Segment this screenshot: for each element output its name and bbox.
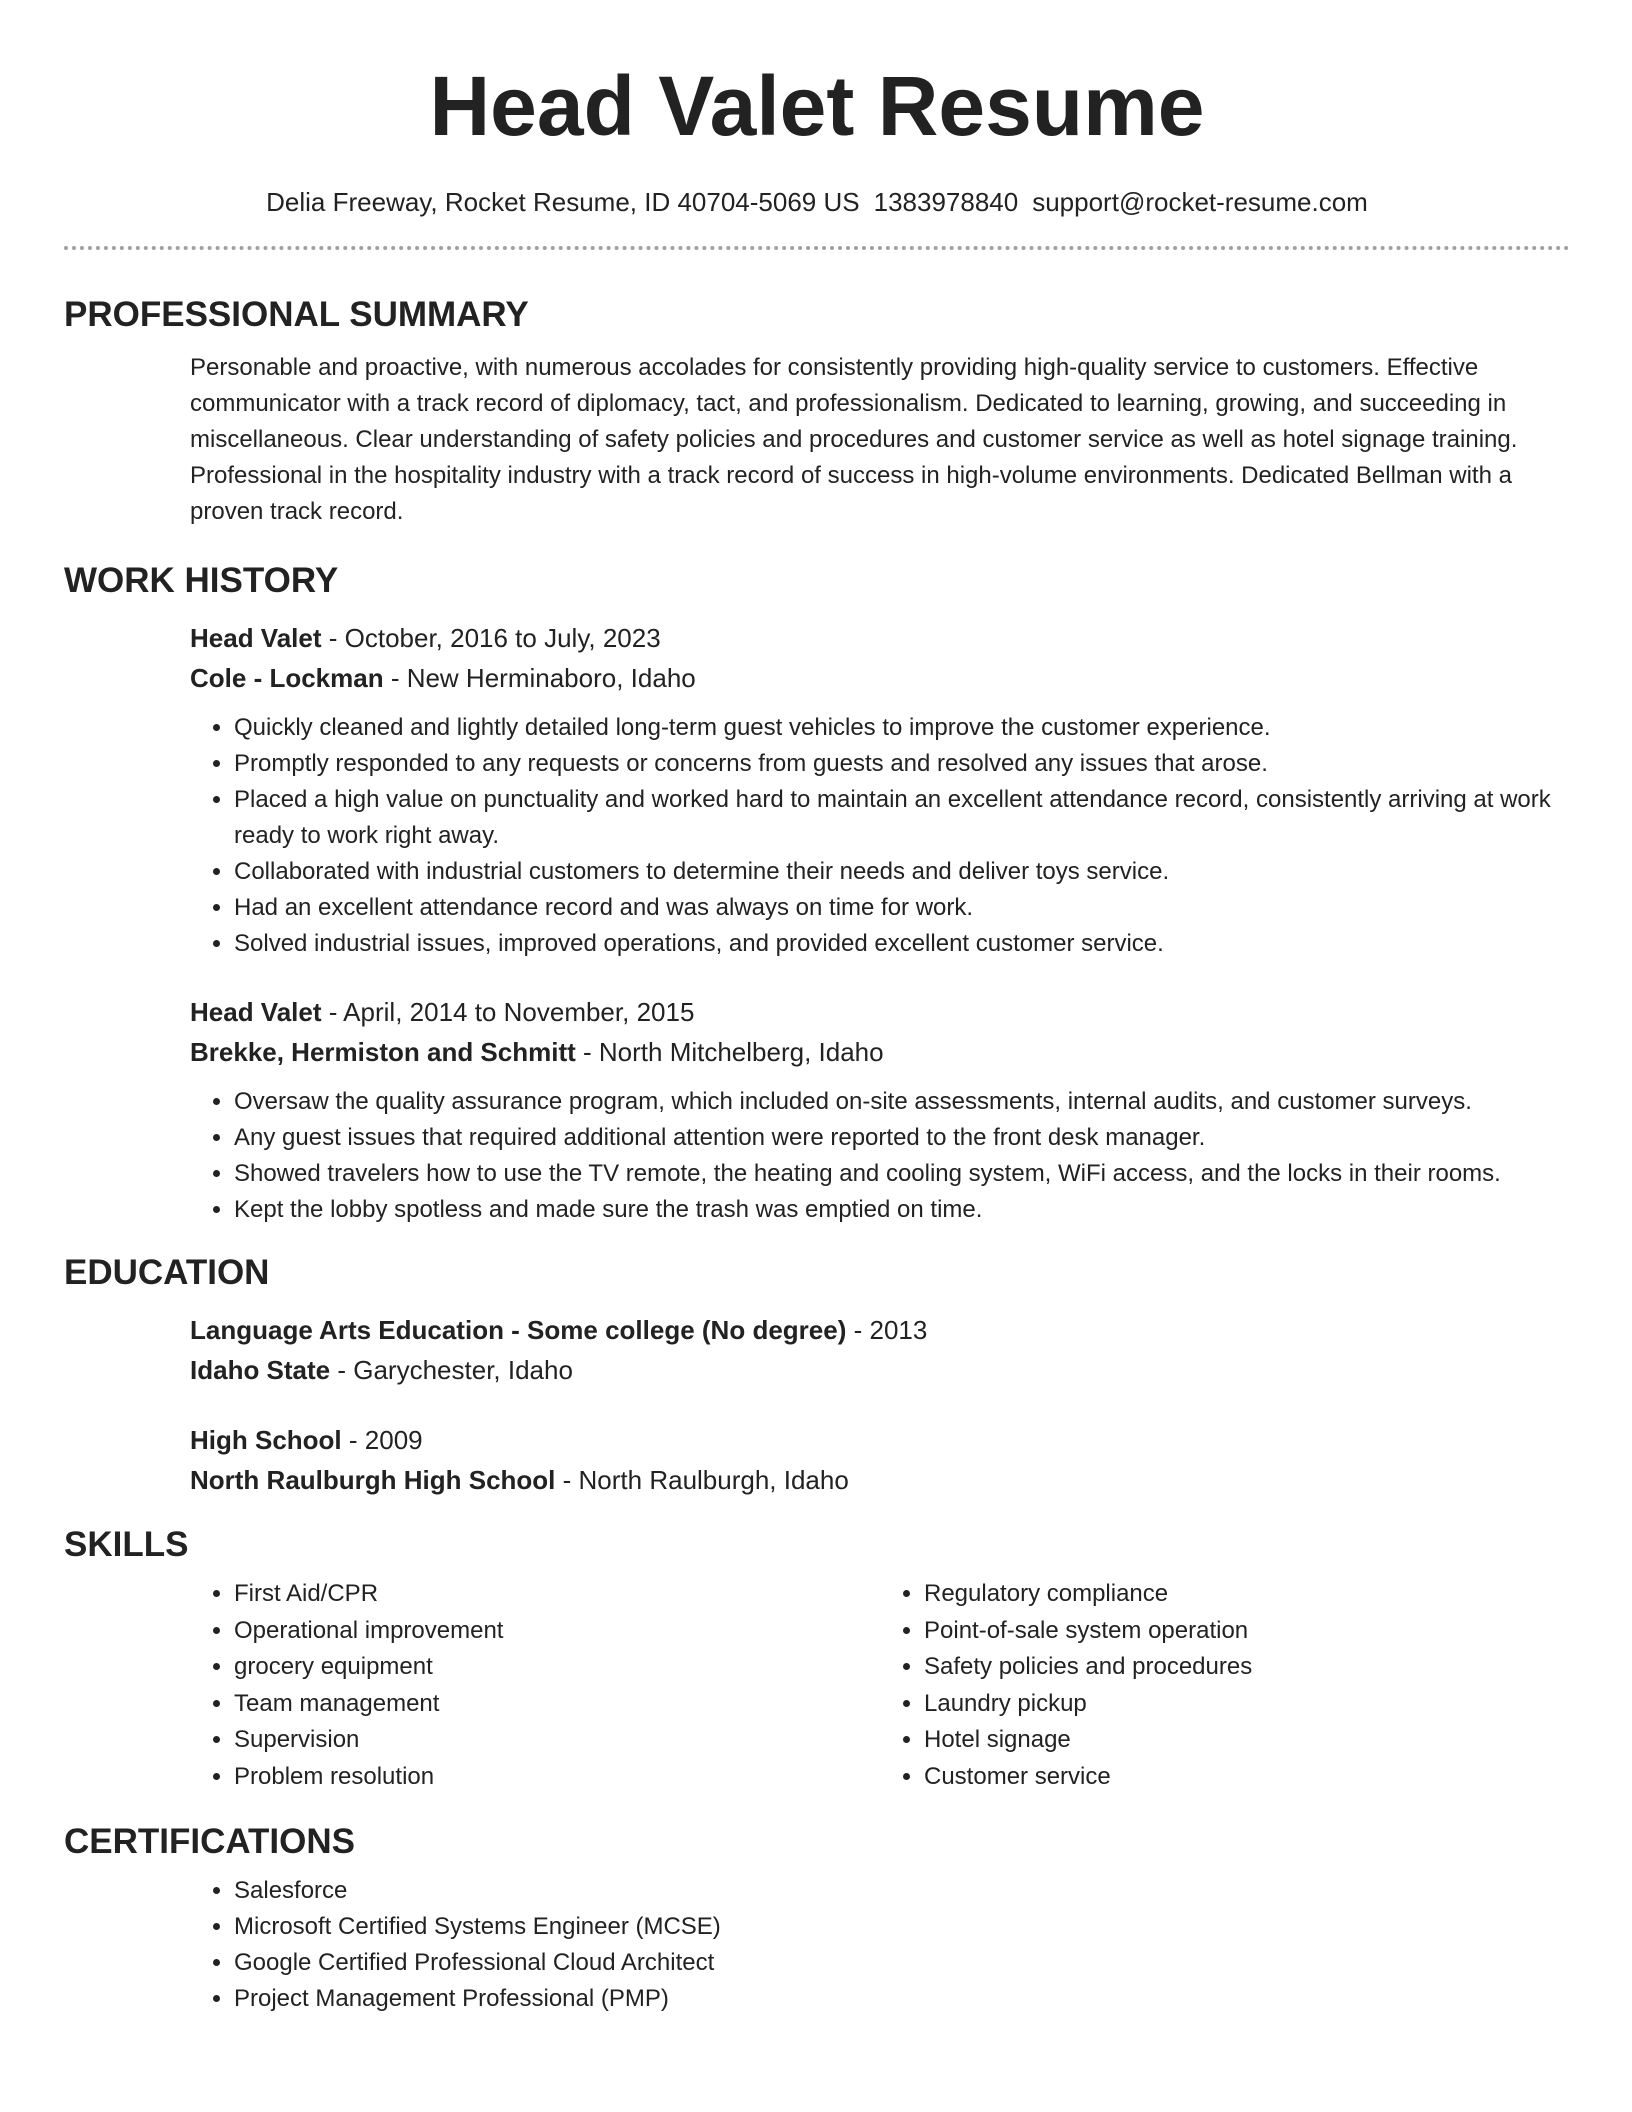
skills-heading: SKILLS bbox=[64, 1525, 189, 1564]
job-entry bbox=[190, 992, 1570, 1228]
certifications-list-wrap bbox=[190, 1873, 1570, 2017]
skill-item: • Regulatory compliance bbox=[924, 1576, 1570, 1613]
job-location: - New Herminaboro, Idaho bbox=[383, 663, 696, 693]
job-dates: - October, 2016 to July, 2023 bbox=[321, 623, 661, 653]
skill-item: • Problem resolution bbox=[234, 1759, 880, 1796]
skill-item: • Laundry pickup bbox=[924, 1686, 1570, 1723]
job-bullet: • Solved industrial issues, improved operations, and provided excellent customer service. bbox=[234, 926, 1570, 962]
skill-item: • grocery equipment bbox=[234, 1649, 880, 1686]
education-location: - Garychester, Idaho bbox=[330, 1355, 573, 1385]
summary-text: Personable and proactive, with numerous accolades for consistently providing high-quality service to customers. Effective communicator with a track record of diplomacy, tact, and professionalism. Dedicated to learning, growing, and succeeding in miscellaneous. Clear understanding of safety policies and procedures and customer service as well as hotel signage training. Professional in the hospitality industry with a track record of success in high-volume environments. Dedicated Bellman with a proven track record. bbox=[190, 354, 1518, 525]
job-bullet: • Collaborated with industrial customers to determine their needs and deliver toys service. bbox=[234, 854, 1570, 890]
job-bullet: • Showed travelers how to use the TV remote, the heating and cooling system, WiFi access, and the locks in their rooms. bbox=[234, 1156, 1570, 1192]
job-location: - North Mitchelberg, Idaho bbox=[575, 1037, 884, 1067]
education-year: - 2009 bbox=[341, 1425, 423, 1455]
skill-item: • Team management bbox=[234, 1686, 880, 1723]
skills-grid bbox=[190, 1568, 1570, 1795]
job-bullet: • Had an excellent attendance record and was always on time for work. bbox=[234, 890, 1570, 926]
contact-email: support@rocket-resume.com bbox=[1032, 187, 1368, 217]
contact-line bbox=[64, 184, 1570, 220]
job-bullet: • Kept the lobby spotless and made sure the trash was emptied on time. bbox=[234, 1192, 1570, 1228]
job-bullet: • Placed a high value on punctuality and worked hard to maintain an excellent attendance record, consistently arriving at work ready to work right away. bbox=[234, 782, 1570, 854]
education-degree: High School bbox=[190, 1425, 342, 1455]
skills-column-right bbox=[880, 1576, 1570, 1795]
job-title-line bbox=[190, 618, 1570, 658]
job-bullets bbox=[190, 710, 1570, 962]
education-school: North Raulburgh High School bbox=[190, 1465, 556, 1495]
job-company-line bbox=[190, 658, 1570, 698]
education-school-line bbox=[190, 1350, 1570, 1390]
job-bullet: • Any guest issues that required additional attention were reported to the front desk manager. bbox=[234, 1120, 1570, 1156]
job-entry bbox=[190, 618, 1570, 962]
certification-item: • Microsoft Certified Systems Engineer (MCSE) bbox=[234, 1909, 1570, 1945]
education-degree-line bbox=[190, 1420, 1570, 1460]
contact-phone: 1383978840 bbox=[873, 187, 1019, 217]
education-entry bbox=[190, 1420, 1570, 1500]
skill-item: • Point-of-sale system operation bbox=[924, 1613, 1570, 1650]
education-entry bbox=[190, 1310, 1570, 1390]
job-company: Brekke, Hermiston and Schmitt bbox=[190, 1037, 576, 1067]
job-company: Cole - Lockman bbox=[190, 663, 384, 693]
skill-item: • Operational improvement bbox=[234, 1613, 880, 1650]
job-title: Head Valet bbox=[190, 997, 322, 1027]
job-company-line bbox=[190, 1032, 1570, 1072]
skills-column-left bbox=[190, 1576, 880, 1795]
education-degree-line bbox=[190, 1310, 1570, 1350]
job-title: Head Valet bbox=[190, 623, 322, 653]
job-dates: - April, 2014 to November, 2015 bbox=[321, 997, 695, 1027]
education-degree: Language Arts Education - Some college (No degree) bbox=[190, 1315, 847, 1345]
header-divider bbox=[64, 246, 1570, 250]
certifications-heading: CERTIFICATIONS bbox=[64, 1822, 356, 1861]
education-year: - 2013 bbox=[846, 1315, 928, 1345]
certification-item: • Project Management Professional (PMP) bbox=[234, 1981, 1570, 2017]
certifications-list bbox=[190, 1873, 1570, 2017]
resume-page bbox=[64, 0, 1570, 2017]
job-bullet: • Oversaw the quality assurance program, which included on-site assessments, internal audits, and customer surveys. bbox=[234, 1084, 1570, 1120]
education-location: - North Raulburgh, Idaho bbox=[555, 1465, 849, 1495]
skill-item: • Safety policies and procedures bbox=[924, 1649, 1570, 1686]
certification-item: • Salesforce bbox=[234, 1873, 1570, 1909]
job-bullet: • Promptly responded to any requests or concerns from guests and resolved any issues that arose. bbox=[234, 746, 1570, 782]
contact-address: Delia Freeway, Rocket Resume, ID 40704-5069 US bbox=[266, 187, 860, 217]
job-title-line bbox=[190, 992, 1570, 1032]
skill-item: • Customer service bbox=[924, 1759, 1570, 1796]
certification-item: • Google Certified Professional Cloud Architect bbox=[234, 1945, 1570, 1981]
education-school-line bbox=[190, 1460, 1570, 1500]
education-school: Idaho State bbox=[190, 1355, 331, 1385]
skill-item: • First Aid/CPR bbox=[234, 1576, 880, 1613]
job-bullets bbox=[190, 1084, 1570, 1228]
work-history-heading: WORK HISTORY bbox=[64, 561, 339, 600]
resume-title: Head Valet Resume bbox=[429, 59, 1205, 153]
summary-heading: PROFESSIONAL SUMMARY bbox=[64, 295, 529, 334]
education-heading: EDUCATION bbox=[64, 1253, 270, 1292]
skill-item: • Supervision bbox=[234, 1722, 880, 1759]
job-bullet: • Quickly cleaned and lightly detailed long-term guest vehicles to improve the customer experience. bbox=[234, 710, 1570, 746]
skill-item: • Hotel signage bbox=[924, 1722, 1570, 1759]
